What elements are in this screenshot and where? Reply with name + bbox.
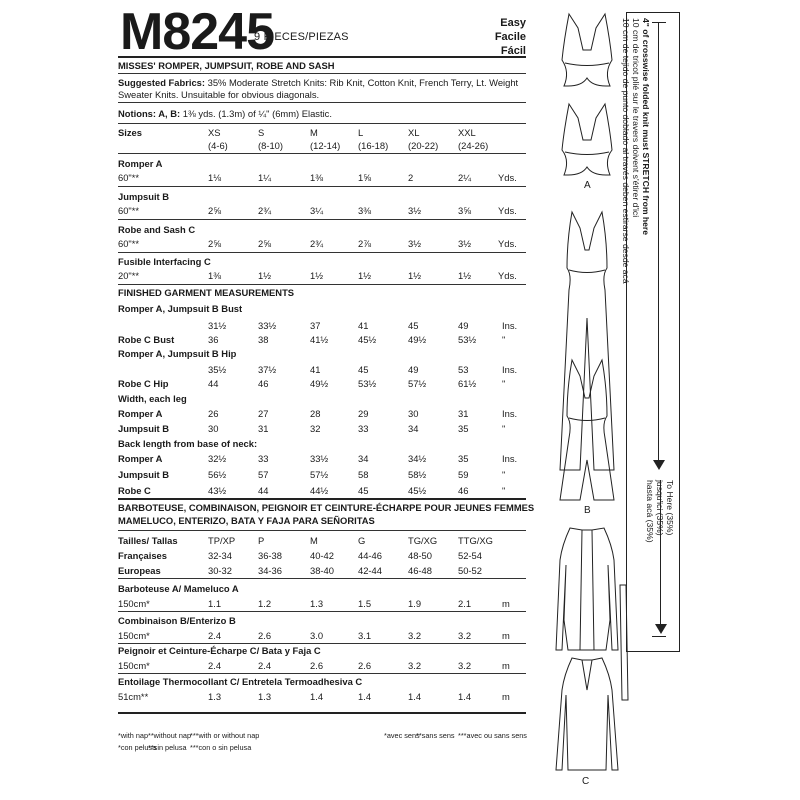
finished-row-value: 33½: [258, 320, 277, 331]
footnote-fr: *avec sens: [384, 731, 420, 740]
finished-row-label: Romper A, Jumpsuit B Hip: [118, 348, 237, 359]
size-range: (8-10): [258, 140, 284, 151]
yardage-row-unit: Yds.: [498, 172, 517, 183]
finished-row-value: 35½: [208, 364, 227, 375]
metric-row-value: 2.4: [258, 660, 272, 671]
finished-row-value: 34: [408, 423, 419, 434]
finished-row-value: 58½: [408, 469, 427, 480]
stretch-guide-line-en: 4" of crosswise folded knit must STRETCH from here: [641, 18, 651, 236]
yardage-row-value: 1½: [358, 270, 372, 281]
finished-row-value: 33: [358, 423, 369, 434]
figure-label-a: A: [584, 180, 591, 191]
yardage-row-label: Fusible Interfacing C: [118, 256, 211, 267]
intl-size-name: M: [310, 535, 318, 546]
divider: [118, 498, 526, 500]
pieces-count: 9 PIECES/PIEZAS: [254, 31, 349, 43]
yardage-row-width: 60"**: [118, 172, 140, 183]
difficulty-fr: Facile: [494, 31, 526, 43]
intl-size-row-value: 42-44: [358, 565, 382, 576]
divider: [118, 643, 526, 644]
yardage-row-value: 1⅜: [310, 172, 324, 183]
finished-row-value: 44½: [310, 485, 329, 496]
intl-size-name: P: [258, 535, 265, 546]
intl-size-row-label: Françaises: [118, 550, 167, 561]
divider: [118, 611, 526, 612]
finished-row-value: 61½: [458, 378, 477, 389]
finished-row-value: 58: [358, 469, 369, 480]
finished-row-value: 29: [358, 408, 369, 419]
spanish-title: MAMELUCO, ENTERIZO, BATA Y FAJA PARA SEÑORITAS: [118, 515, 375, 526]
intl-size-name: TP/XP: [208, 535, 236, 546]
divider: [118, 252, 526, 253]
size-range: (4-6): [208, 140, 228, 151]
to-here-arrow-head-icon: [655, 624, 667, 634]
finished-row-value: 32: [310, 423, 321, 434]
intl-size-row-value: 30-32: [208, 565, 232, 576]
metric-row-width: 150cm*: [118, 660, 150, 671]
yardage-row-unit: Yds.: [498, 270, 517, 281]
finished-row-label: Back length from base of neck:: [118, 438, 258, 449]
finished-row-value: 44: [208, 378, 219, 389]
yardage-row-value: 1⅜: [208, 270, 222, 281]
pattern-title: MISSES' ROMPER, JUMPSUIT, ROBE AND SASH: [118, 60, 335, 71]
metric-row-value: 2.6: [310, 660, 324, 671]
yardage-row-value: 3½: [408, 238, 422, 249]
metric-row-unit: m: [502, 660, 510, 671]
yardage-row-value: 3⅜: [358, 205, 372, 216]
size-name: S: [258, 127, 265, 138]
finished-row-label: Romper A: [118, 453, 163, 464]
finished-row-value: 45½: [408, 485, 427, 496]
finished-row-label: Robe C: [118, 485, 151, 496]
footnote-fr: **sans sens: [416, 731, 455, 740]
finished-row-value: 35: [458, 453, 469, 464]
finished-row-value: 30: [208, 423, 219, 434]
size-range: (16-18): [358, 140, 389, 151]
finished-row-value: 38: [258, 334, 269, 345]
divider: [118, 673, 526, 674]
yardage-row-value: 1½: [258, 270, 272, 281]
finished-row-label: Romper A: [118, 408, 163, 419]
finished-row-value: 37: [310, 320, 321, 331]
finished-row-value: 27: [258, 408, 269, 419]
figure-label-c: C: [582, 776, 590, 787]
stretch-start-mark: [652, 22, 666, 23]
finished-row-value: 34: [358, 453, 369, 464]
finished-row-value: 31: [258, 423, 269, 434]
yardage-row-value: 2¾: [310, 238, 324, 249]
metric-row-unit: m: [502, 691, 510, 702]
finished-row-unit: ": [502, 469, 506, 480]
intl-size-row-value: 40-42: [310, 550, 334, 561]
metric-row-label: Barboteuse A/ Mameluco A: [118, 583, 239, 594]
stretch-guide-line-fr: 10 cm de tricot plié sur le travers doivent s'étirer d'ici: [631, 18, 641, 218]
finished-row-label: Jumpsuit B: [118, 423, 170, 434]
divider: [118, 186, 526, 187]
footnote-es: ***con o sin pelusa: [190, 743, 252, 752]
metric-row-value: 1.3: [258, 691, 272, 702]
finished-row-value: 45: [358, 485, 369, 496]
finished-row-value: 45: [358, 364, 369, 375]
metric-row-value: 1.4: [310, 691, 324, 702]
size-range: (12-14): [310, 140, 341, 151]
finished-row-value: 57½: [310, 469, 329, 480]
finished-row-value: 57: [258, 469, 269, 480]
yardage-row-value: 3½: [458, 238, 472, 249]
finished-row-value: 45: [408, 320, 419, 331]
metric-row-label: Entoilage Thermocollant C/ Entretela Termoadhesiva C: [118, 676, 363, 687]
metric-row-width: 150cm*: [118, 598, 150, 609]
finished-row-value: 53½: [358, 378, 377, 389]
finished-row-value: 33: [258, 453, 269, 464]
footnote-fr: ***avec ou sans sens: [458, 731, 527, 740]
metric-row-value: 2.6: [358, 660, 372, 671]
difficulty-es: Fácil: [500, 45, 526, 57]
yardage-row-value: 1½: [458, 270, 472, 281]
yardage-row-value: 1⅛: [208, 172, 222, 183]
yardage-row-value: 2¾: [258, 205, 272, 216]
metric-row-label: Peignoir et Ceinture-Écharpe C/ Bata y Faja C: [118, 645, 321, 656]
finished-row-value: 37½: [258, 364, 277, 375]
metric-row-value: 2.4: [208, 660, 222, 671]
yardage-row-value: 1⅝: [358, 172, 372, 183]
intl-size-row-value: 32-34: [208, 550, 232, 561]
yardage-row-value: 2¼: [458, 172, 472, 183]
divider: [118, 578, 526, 579]
metric-row-label: Combinaison B/Enterizo B: [118, 615, 236, 626]
metric-row-value: 1.5: [358, 598, 372, 609]
romper-a-illustration: [562, 14, 612, 175]
finished-row-value: 46: [458, 485, 469, 496]
to-here-en: To Here (35%): [665, 480, 675, 536]
divider: [118, 712, 526, 714]
jumpsuit-b-illustration: [560, 212, 614, 500]
metric-row-value: 3.2: [458, 630, 472, 641]
finished-row-value: 41½: [310, 334, 329, 345]
finished-row-value: 36: [208, 334, 219, 345]
footnote-en: **without nap: [148, 731, 192, 740]
yardage-row-width: 60"**: [118, 205, 140, 216]
intl-sizes-label: Tailles/ Tallas: [118, 535, 178, 546]
yardage-row-value: 3¼: [310, 205, 324, 216]
intl-size-name: TTG/XG: [458, 535, 493, 546]
divider: [118, 56, 526, 58]
yardage-row-width: 60"**: [118, 238, 140, 249]
yardage-row-unit: Yds.: [498, 238, 517, 249]
size-range: (24-26): [458, 140, 489, 151]
size-name: L: [358, 127, 364, 138]
finished-row-unit: Ins.: [502, 408, 518, 419]
finished-row-label: Robe C Hip: [118, 378, 169, 389]
divider: [118, 73, 526, 74]
suggested-fabrics: [118, 77, 526, 101]
intl-size-row-label: Europeas: [118, 565, 161, 576]
finished-row-unit: ": [502, 423, 506, 434]
intl-size-row-value: 44-46: [358, 550, 382, 561]
divider: [118, 530, 526, 531]
metric-row-value: 2.1: [458, 598, 472, 609]
size-range: (20-22): [408, 140, 439, 151]
finished-row-value: 45½: [358, 334, 377, 345]
metric-row-width: 150cm*: [118, 630, 150, 641]
difficulty-en: Easy: [500, 17, 526, 29]
finished-row-unit: Ins.: [502, 453, 518, 464]
size-name: XXL: [458, 127, 476, 138]
divider: [118, 123, 526, 124]
finished-row-value: 30: [408, 408, 419, 419]
intl-size-name: G: [358, 535, 366, 546]
finished-row-label: Width, each leg: [118, 393, 187, 404]
notions-text: 1⅜ yds. (1.3m) of ¼" (6mm) Elastic.: [182, 108, 332, 119]
to-here-arrow-line: [660, 480, 661, 626]
metric-row-value: 1.4: [408, 691, 422, 702]
finished-row-value: 49½: [310, 378, 329, 389]
finished-row-value: 35: [458, 423, 469, 434]
metric-row-value: 3.2: [458, 660, 472, 671]
yardage-row-value: 2⅞: [358, 238, 372, 249]
metric-row-value: 1.4: [358, 691, 372, 702]
intl-size-name: TG/XG: [408, 535, 438, 546]
difficulty-level: [466, 16, 526, 58]
yardage-row-value: 2: [408, 172, 414, 183]
finished-row-value: 46: [258, 378, 269, 389]
finished-row-unit: Ins.: [502, 364, 518, 375]
stretch-end-mark: [652, 636, 666, 637]
sizes-label: Sizes: [118, 127, 142, 138]
yardage-row-unit: Yds.: [498, 205, 517, 216]
intl-size-row-value: 50-52: [458, 565, 482, 576]
yardage-row-label: Robe and Sash C: [118, 224, 196, 235]
yardage-row-value: 1½: [310, 270, 324, 281]
garment-illustrations: [540, 0, 630, 800]
finished-row-unit: ": [502, 334, 506, 345]
french-title: BARBOTEUSE, COMBINAISON, PEIGNOIR ET CEINTURE-ÉCHARPE POUR JEUNES FEMMES: [118, 502, 535, 513]
metric-row-value: 3.1: [358, 630, 372, 641]
finished-row-unit: ": [502, 378, 506, 389]
finished-row-label: Romper A, Jumpsuit B Bust: [118, 303, 243, 314]
yardage-row-width: 20"**: [118, 270, 140, 281]
yardage-row-value: 2⅝: [208, 205, 222, 216]
finished-row-label: Jumpsuit B: [118, 469, 170, 480]
footnote-es: *con pelusa: [118, 743, 157, 752]
intl-size-row-value: 38-40: [310, 565, 334, 576]
finished-row-value: 49: [408, 364, 419, 375]
yardage-row-label: Romper A: [118, 158, 163, 169]
metric-row-value: 1.9: [408, 598, 422, 609]
finished-row-value: 34½: [408, 453, 427, 464]
stretch-guide-line-es: 10 cm de tejido de punto doblado al través deben estirarse desde acá: [621, 18, 631, 284]
metric-row-value: 2.4: [208, 630, 222, 641]
finished-row-value: 53: [458, 364, 469, 375]
finished-row-value: 59: [458, 469, 469, 480]
yardage-row-value: 1¼: [258, 172, 272, 183]
finished-row-value: 32½: [208, 453, 227, 464]
metric-row-value: 1.3: [310, 598, 324, 609]
metric-row-value: 3.0: [310, 630, 324, 641]
suggested-fabrics-text: 35% Moderate Stretch Knits: Rib Knit, Cotton Knit, French Terry, Lt. Weight Sweater Knits. Unsuitable for obvious diagonals.: [118, 77, 519, 100]
finished-row-value: 41: [310, 364, 321, 375]
stretch-arrow-head-icon: [653, 460, 665, 470]
yardage-row-label: Jumpsuit B: [118, 191, 170, 202]
intl-size-row-value: 52-54: [458, 550, 482, 561]
yardage-row-value: 2⅝: [258, 238, 272, 249]
finished-row-unit: ": [502, 485, 506, 496]
size-name: M: [310, 127, 318, 138]
finished-row-value: 41: [358, 320, 369, 331]
finished-row-unit: Ins.: [502, 320, 518, 331]
divider: [118, 102, 526, 103]
finished-row-value: 49½: [408, 334, 427, 345]
suggested-fabrics-label: Suggested Fabrics:: [118, 77, 205, 88]
size-name: XS: [208, 127, 221, 138]
finished-row-value: 56½: [208, 469, 227, 480]
metric-row-value: 1.4: [458, 691, 472, 702]
to-here-es: hasta acá (35%): [645, 480, 655, 543]
divider: [118, 284, 526, 285]
metric-row-value: 2.6: [258, 630, 272, 641]
robe-c-illustration: [556, 528, 628, 770]
metric-row-value: 1.1: [208, 598, 222, 609]
footnote-en: *with nap: [118, 731, 149, 740]
finished-row-value: 31: [458, 408, 469, 419]
finished-row-value: 33½: [310, 453, 329, 464]
finished-row-value: 31½: [208, 320, 227, 331]
divider: [118, 153, 526, 154]
finished-row-value: 26: [208, 408, 219, 419]
size-name: XL: [408, 127, 420, 138]
stretch-arrow-line: [658, 22, 659, 462]
divider: [118, 219, 526, 220]
intl-size-row-value: 34-36: [258, 565, 282, 576]
pattern-number: M8245: [120, 3, 274, 61]
metric-row-value: 3.2: [408, 660, 422, 671]
notions-label: Notions: A, B:: [118, 108, 181, 119]
finished-row-label: Robe C Bust: [118, 334, 175, 345]
finished-row-value: 44: [258, 485, 269, 496]
intl-size-row-value: 36-38: [258, 550, 282, 561]
metric-row-width: 51cm**: [118, 691, 149, 702]
finished-row-value: 49: [458, 320, 469, 331]
figure-label-b: B: [584, 505, 591, 516]
to-here-fr: jusqu'ici (35%): [655, 480, 665, 536]
metric-row-value: 3.2: [408, 630, 422, 641]
intl-size-row-value: 46-48: [408, 565, 432, 576]
metric-row-value: 1.3: [208, 691, 222, 702]
metric-row-value: 1.2: [258, 598, 272, 609]
metric-row-unit: m: [502, 630, 510, 641]
finished-row-value: 57½: [408, 378, 427, 389]
footnote-en: ***with or without nap: [190, 731, 260, 740]
yardage-row-value: 1½: [408, 270, 422, 281]
yardage-row-value: 3½: [408, 205, 422, 216]
yardage-row-value: 2⅝: [208, 238, 222, 249]
notions: [118, 108, 332, 119]
finished-row-value: 28: [310, 408, 321, 419]
finished-row-value: 43½: [208, 485, 227, 496]
intl-size-row-value: 48-50: [408, 550, 432, 561]
yardage-row-value: 3⅝: [458, 205, 472, 216]
finished-row-value: 53½: [458, 334, 477, 345]
metric-row-unit: m: [502, 598, 510, 609]
footnote-es: **sin pelusa: [148, 743, 187, 752]
finished-measurements-heading: FINISHED GARMENT MEASUREMENTS: [118, 287, 295, 298]
